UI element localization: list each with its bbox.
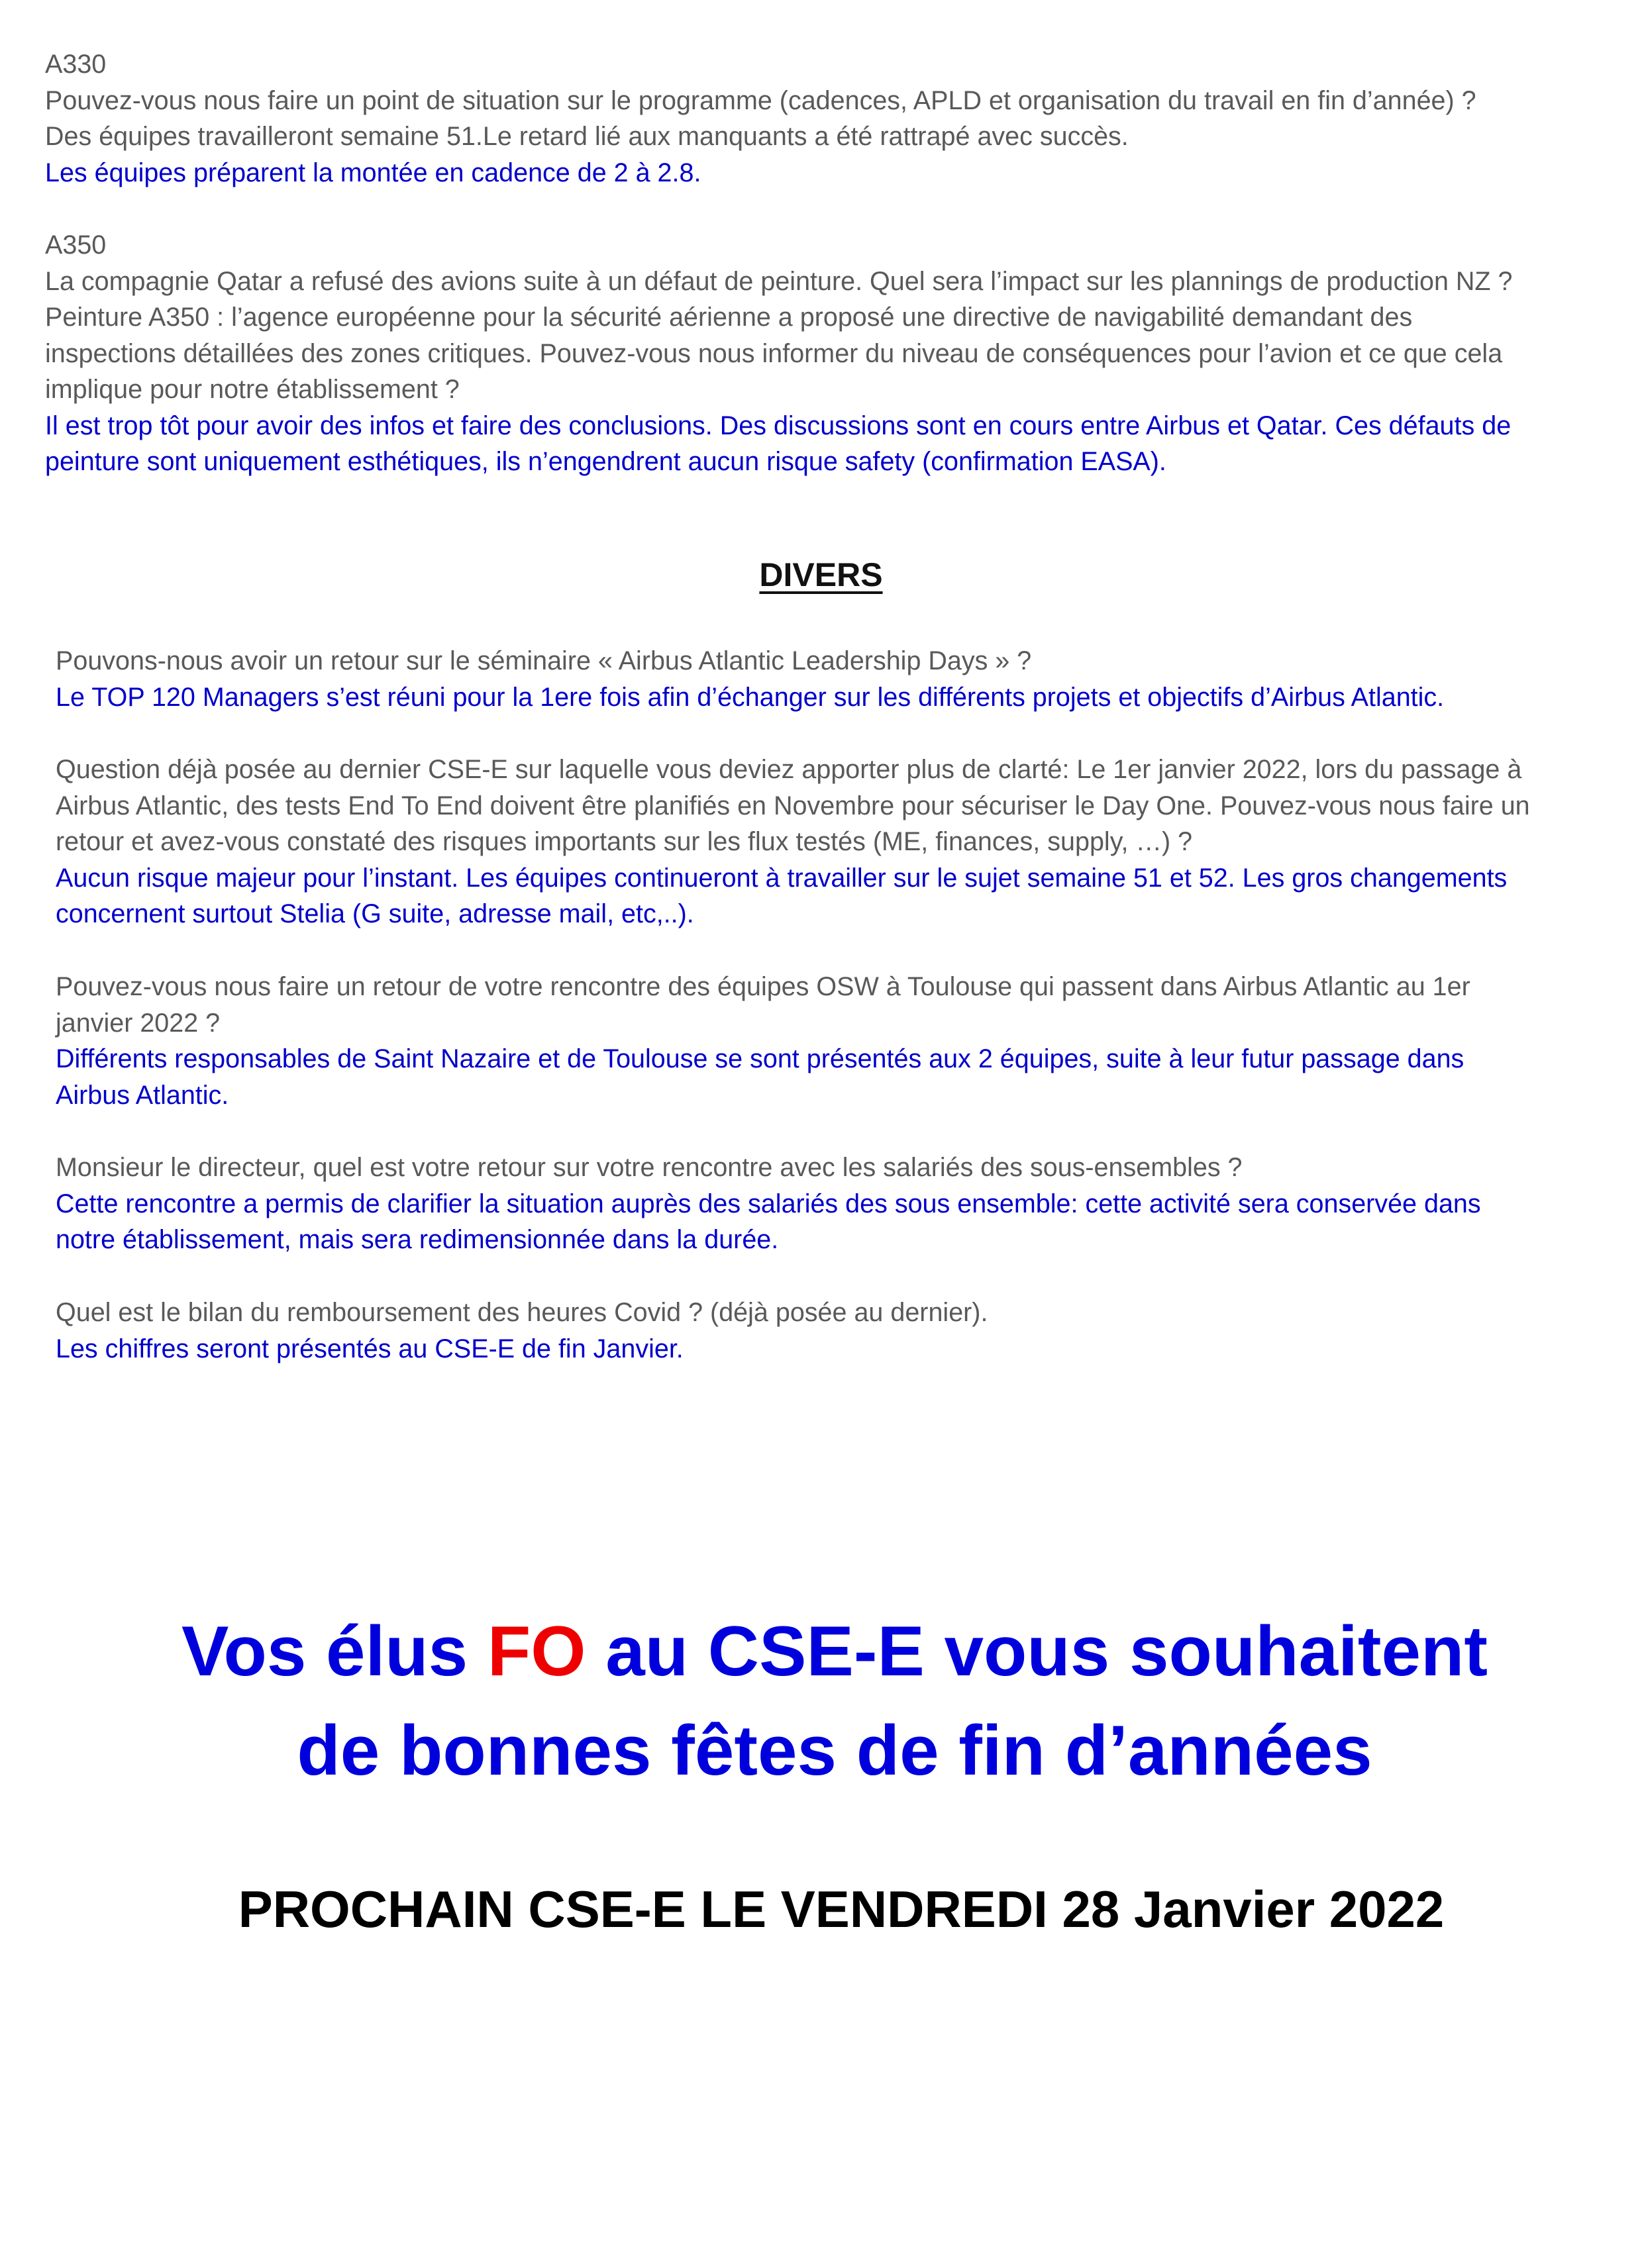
divers-item: [56, 643, 1444, 715]
answer-line: concernent surtout Stelia (G suite, adresse mail, etc,..).: [56, 899, 694, 928]
question-line: Airbus Atlantic, des tests End To End doivent être planifiés en Novembre pour sécuriser le Day One. Pouvez-vous nous faire un: [56, 791, 1530, 820]
info-a330: Des équipes travailleront semaine 51.Le retard lié aux manquants a été rattrapé avec succès.: [45, 122, 1129, 151]
divers-heading: [0, 555, 1642, 595]
answer-line: Airbus Atlantic.: [56, 1080, 229, 1110]
answer-a330: Les équipes préparent la montée en cadence de 2 à 2.8.: [45, 158, 701, 187]
section-a330: [45, 46, 1476, 191]
season-greeting: [0, 1601, 1642, 1800]
answer-line: Aucun risque majeur pour l’instant. Les équipes continueront à travailler sur le sujet semaine 51 et 52. Les gros changements: [56, 863, 1508, 893]
question-a350-line: implique pour notre établissement ?: [45, 375, 460, 404]
section-heading-a350: A350: [45, 230, 107, 260]
divers-title: DIVERS: [759, 556, 883, 593]
question-a330: Pouvez-vous nous faire un point de situation sur le programme (cadences, APLD et organisation du travail en fin d’année) ?: [45, 85, 1476, 115]
divers-item: [56, 1150, 1481, 1258]
divers-item: [56, 1295, 988, 1367]
answer-line: Le TOP 120 Managers s’est réuni pour la 1ere fois afin d’échanger sur les différents projets et objectifs d’Airbus Atlantic.: [56, 682, 1445, 712]
greeting-text: au CSE-E vous souhaitent: [586, 1611, 1488, 1691]
question-line: Pouvez-vous nous faire un retour de votre rencontre des équipes OSW à Toulouse qui passent dans Airbus Atlantic au 1er: [56, 972, 1470, 1001]
question-line: Pouvons-nous avoir un retour sur le séminaire « Airbus Atlantic Leadership Days » ?: [56, 646, 1032, 675]
question-line: Quel est le bilan du remboursement des heures Covid ? (déjà posée au dernier).: [56, 1298, 988, 1327]
question-line: janvier 2022 ?: [56, 1008, 221, 1038]
question-a350-line: Peinture A350 : l’agence européenne pour la sécurité aérienne a proposé une directive de navigabilité demandant des: [45, 303, 1413, 332]
question-a350-line: La compagnie Qatar a refusé des avions suite à un défaut de peinture. Quel sera l’impact sur les plannings de production NZ ?: [45, 266, 1513, 296]
answer-a350-line: peinture sont uniquement esthétiques, ils n’engendrent aucun risque safety (confirmation EASA).: [45, 447, 1166, 476]
question-line: Monsieur le directeur, quel est votre retour sur votre rencontre avec les salariés des sous-ensembles ?: [56, 1153, 1243, 1182]
answer-line: Les chiffres seront présentés au CSE-E de fin Janvier.: [56, 1334, 684, 1363]
greeting-fo-highlight: FO: [487, 1611, 586, 1691]
answer-a350-line: Il est trop tôt pour avoir des infos et faire des conclusions. Des discussions sont en cours entre Airbus et Qatar. Ces défauts de: [45, 411, 1512, 440]
answer-line: Différents responsables de Saint Nazaire et de Toulouse se sont présentés aux 2 équipes, suite à leur futur passage dans: [56, 1044, 1464, 1073]
question-line: retour et avez-vous constaté des risques importants sur les flux testés (ME, finances, supply, …) ?: [56, 827, 1193, 856]
question-line: Question déjà posée au dernier CSE-E sur laquelle vous deviez apporter plus de clarté: Le 1er janvier 2022, lors du passage à: [56, 755, 1522, 784]
greeting-text: Vos élus: [181, 1611, 487, 1691]
greeting-line-1: [0, 1601, 1642, 1701]
next-meeting-announcement: PROCHAIN CSE-E LE VENDREDI 28 Janvier 2022: [238, 1880, 1445, 1938]
divers-item: [56, 752, 1530, 932]
answer-line: notre établissement, mais sera redimensionnée dans la durée.: [56, 1225, 779, 1254]
divers-item: [56, 969, 1470, 1113]
section-a350: [45, 227, 1513, 480]
section-heading-a330: A330: [45, 50, 107, 79]
answer-line: Cette rencontre a permis de clarifier la situation auprès des salariés des sous ensemble: cette activité sera conservée dans: [56, 1189, 1481, 1218]
question-a350-line: inspections détaillées des zones critiques. Pouvez-vous nous informer du niveau de conséquences pour l’avion et ce que cela: [45, 338, 1503, 368]
greeting-line-2: de bonnes fêtes de fin d’années: [297, 1710, 1372, 1790]
